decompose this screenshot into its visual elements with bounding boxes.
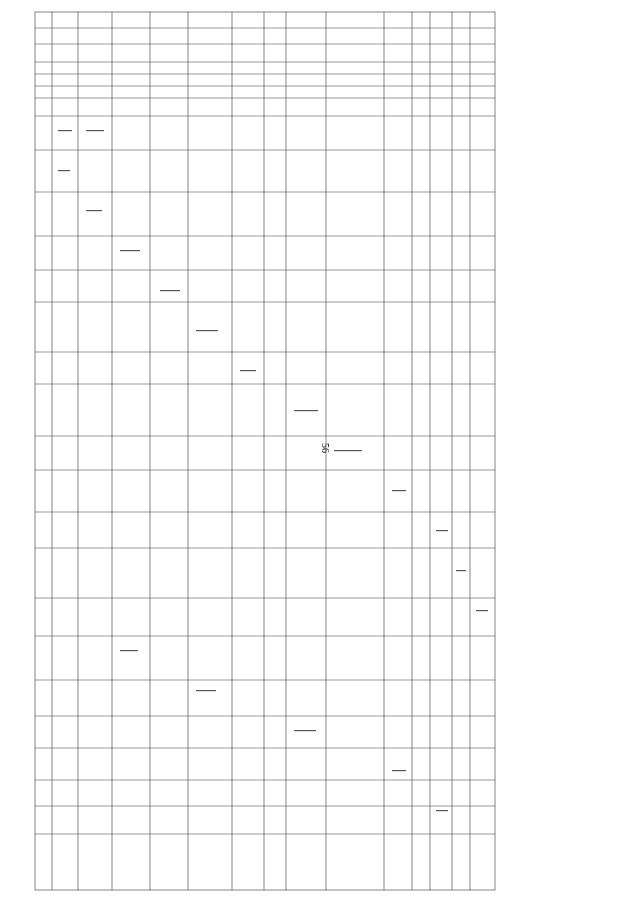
table-grid	[35, 12, 495, 890]
table-border	[35, 12, 495, 890]
page-number: 56	[319, 443, 330, 453]
table-cell-text	[58, 130, 488, 811]
